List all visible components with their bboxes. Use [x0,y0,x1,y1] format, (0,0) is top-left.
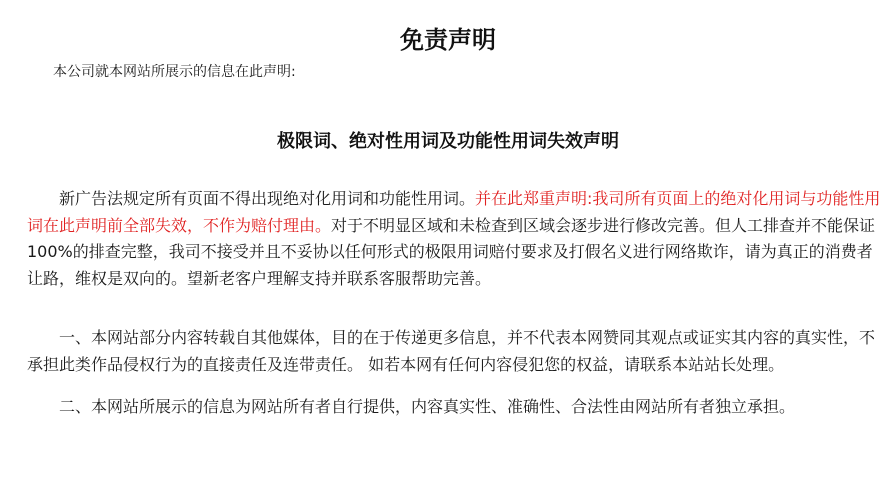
paragraph-advertising-law-lead: 新广告法规定所有页面不得出现绝对化用词和功能性用词。 [59,189,476,208]
paragraph-advertising-law [27,186,883,292]
paragraph-reprint-notice: 一、本网站部分内容转载自其他媒体，目的在于传递更多信息，并不代表本网赞同其观点或证实其内容的真实性，不承担此类作品侵权行为的直接责任及连带责任。 如若本网有任何内容侵犯您的权益，请联系本站站长处理。 [27,328,876,374]
page-title: 免责声明 [400,26,496,54]
section-heading: 极限词、绝对性用词及功能性用词失效声明 [277,131,619,152]
intro-statement: 本公司就本网站所展示的信息在此声明: [53,64,296,80]
paragraph-advertising-law-rest: 对于不明显区域和未检查到区域会逐步进行修改完善。但人工排查并不能保证100%的排查完整，我司不接受并且不妥协以任何形式的极限用词赔付要求及打假名义进行网络欺诈，请为真正的消费者让路，维权是双向的。望新老客户理解支持并联系客服帮助完善。 [27,215,876,288]
red-highlight-statement: 并在此郑重声明:我司所有页面上的绝对化用词与功能性用词在此声明前全部失效，不作为赔付理由。 [27,189,881,235]
paragraph-owner-responsibility: 二、本网站所展示的信息为网站所有者自行提供，内容真实性、准确性、合法性由网站所有者独立承担。 [59,397,796,416]
